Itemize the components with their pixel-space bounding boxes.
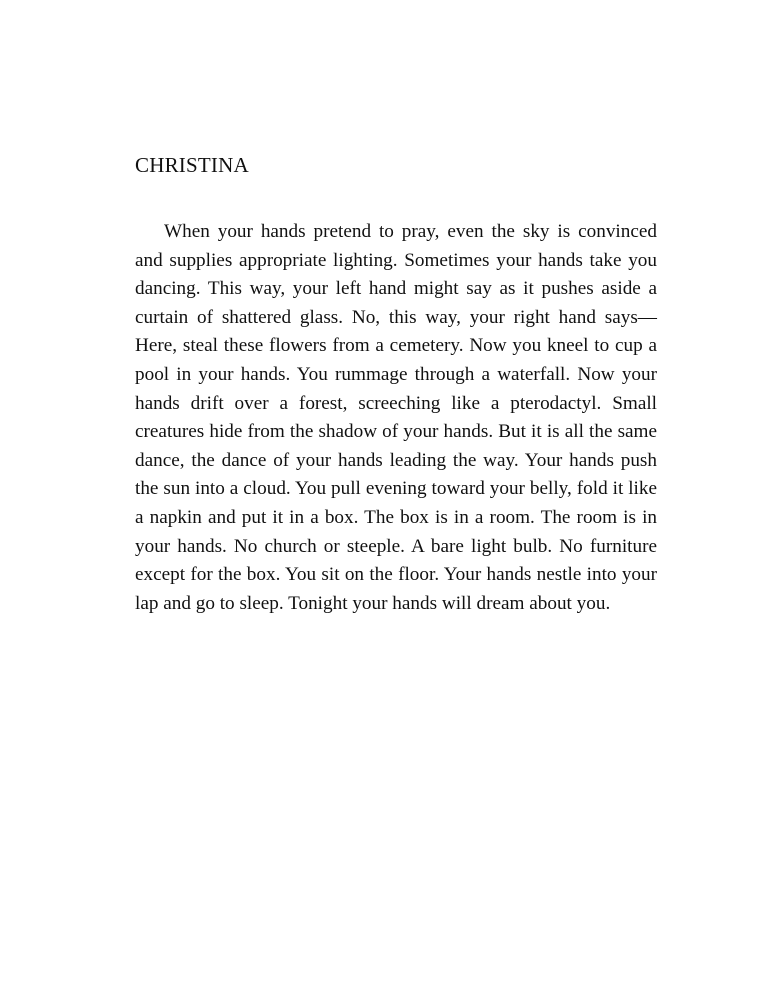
poem-title: CHRISTINA xyxy=(135,153,249,177)
poem-paragraph: When your hands pretend to pray, even the sky is convinced and supplies appropriate lighting. Sometimes your hands take you dancing. This way, your left hand might say as it pushes aside a curtain of shattered glass. No, this way, your right hand says—Here, steal these flowers from a cemetery. Now you kneel to cup a pool in your hands. You rummage through a waterfall. Now your hands drift over a forest, screeching like a pterodactyl. Small creatures hide from the shadow of your hands. But it is all the same dance, the dance of your hands leading the way. Your hands push the sun into a cloud. You pull evening toward your belly, fold it like a napkin and put it in a box. The box is in a room. The room is in your hands. No church or steeple. A bare light bulb. No furniture except for the box. You sit on the floor. Your hands nestle into your lap and go to sleep. Tonight your hands will dream about you. xyxy=(135,221,657,614)
